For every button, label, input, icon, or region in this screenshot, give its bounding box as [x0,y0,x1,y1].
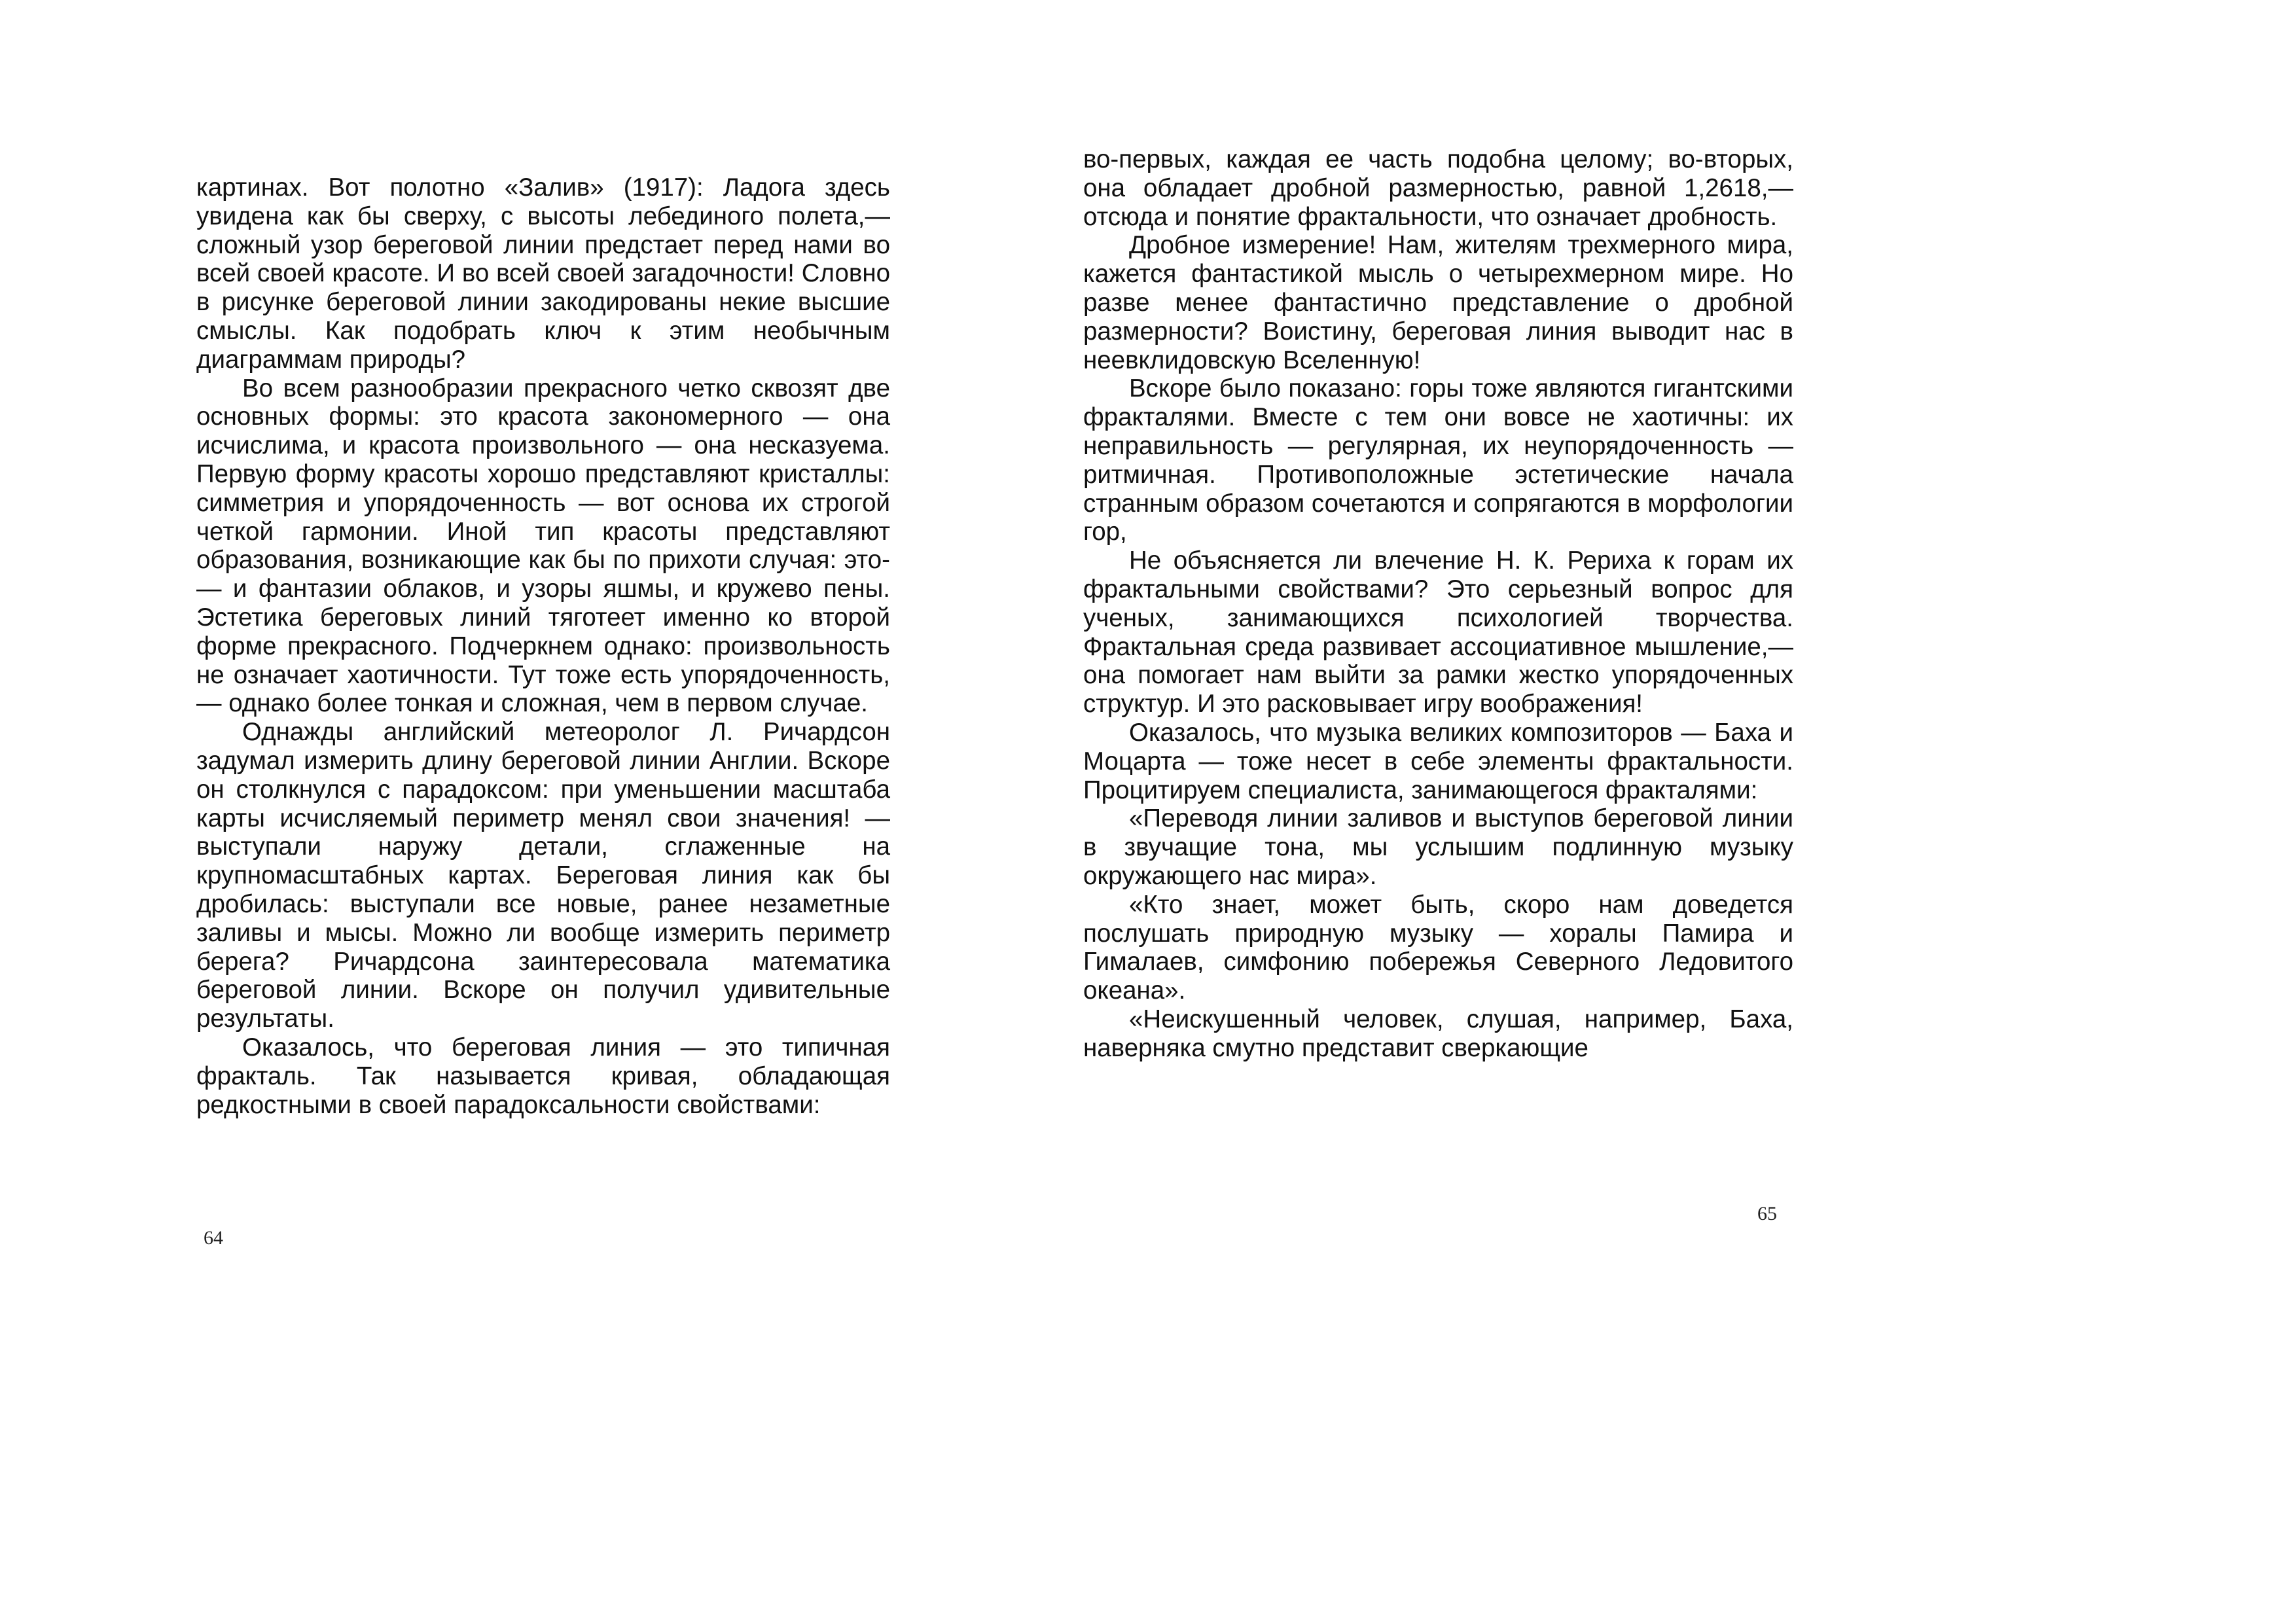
right-page-number: 65 [1757,1203,1777,1224]
left-paragraph-3: Однажды английский метеоролог Л. Ричардсон задумал измерить длину береговой линии Англии. Вскоре он столкнулся с парадоксом: при уменьшении масштаба карты исчисляемый периметр менял свои значения! — выступали наружу детали, сглаженные на крупномасштабных картах. Береговая линия как бы дробилась: выступали все новые, ранее незаметные заливы и мысы. Можно ли вообще измерить периметр берега? Ричардсона заинтересовала математика береговой линии. Вскоре он получил удивительные результаты. [196,718,890,1033]
left-paragraph-1: картинах. Вот полотно «Залив» (1917): Ладога здесь увидена как бы сверху, с высоты лебединого полета,— сложный узор береговой линии предстает перед нами во всей своей красоте. И во всей своей загадочности! Словно в рисунке береговой линии закодированы некие высшие смыслы. Как подобрать ключ к этим необычным диаграммам природы? [196,173,890,374]
right-paragraph-5: Оказалось, что музыка великих композиторов — Баха и Моцарта — тоже несет в себе элементы фрактальности. Процитируем специалиста, занимающегося фракталями: [1083,718,1793,804]
right-page [1083,145,1793,1063]
right-paragraph-4: Не объясняется ли влечение Н. К. Рериха к горам их фрактальными свойствами? Это серьезный вопрос для ученых, занимающихся психологией творчества. Фрактальная среда развивает ассоциативное мышление,— она помогает нам выйти за рамки жестко упорядоченных структур. И это расковывает игру воображения! [1083,546,1793,719]
right-quote-3: «Неискушенный человек, слушая, например, Баха, наверняка смутно представит сверкающие [1083,1005,1793,1062]
left-page [196,173,890,1119]
right-paragraph-1: во-первых, каждая ее часть подобна целому; во-вторых, она обладает дробной размерностью, равной 1,2618,— отсюда и понятие фрактальности, что означает дробность. [1083,145,1793,231]
right-quote-2: «Кто знает, может быть, скоро нам доведется послушать природную музыку — хоралы Памира и Гималаев, симфонию побережья Северного Ледовитого океана». [1083,890,1793,1005]
left-paragraph-4: Оказалось, что береговая линия — это типичная фракталь. Так называется кривая, обладающая редкостными в своей парадоксальности свойствами: [196,1033,890,1119]
right-paragraph-3: Вскоре было показано: горы тоже являются гигантскими фракталями. Вместе с тем они вовсе не хаотичны: их неправильность — регулярная, их неупорядоченность — ритмичная. Противоположные эстетические начала странным образом сочетаются и сопрягаются в морфологии гор, [1083,374,1793,546]
left-page-number: 64 [204,1227,223,1249]
left-paragraph-2: Во всем разнообразии прекрасного четко сквозят две основных формы: это красота закономерного — она исчислима, и красота произвольного — она несказуема. Первую форму красоты хорошо представляют кристаллы: симметрия и упорядоченность — вот основа их строгой четкой гармонии. Иной тип красоты представляют образования, возникающие как бы по прихоти случая: это-— и фантазии облаков, и узоры яшмы, и кружево пены. Эстетика береговых линий тяготеет именно ко второй форме прекрасного. Подчеркнем однако: произвольность не означает хаотичности. Тут тоже есть упорядоченность,— однако более тонкая и сложная, чем в первом случае. [196,374,890,718]
right-paragraph-2: Дробное измерение! Нам, жителям трехмерного мира, кажется фантастикой мысль о четырехмерном мире. Но разве менее фантастично представление о дробной размерности? Воистину, береговая линия выводит нас в неевклидовскую Вселенную! [1083,231,1793,374]
right-quote-1: «Переводя линии заливов и выступов береговой линии в звучащие тона, мы услышим подлинную музыку окружающего нас мира». [1083,804,1793,890]
